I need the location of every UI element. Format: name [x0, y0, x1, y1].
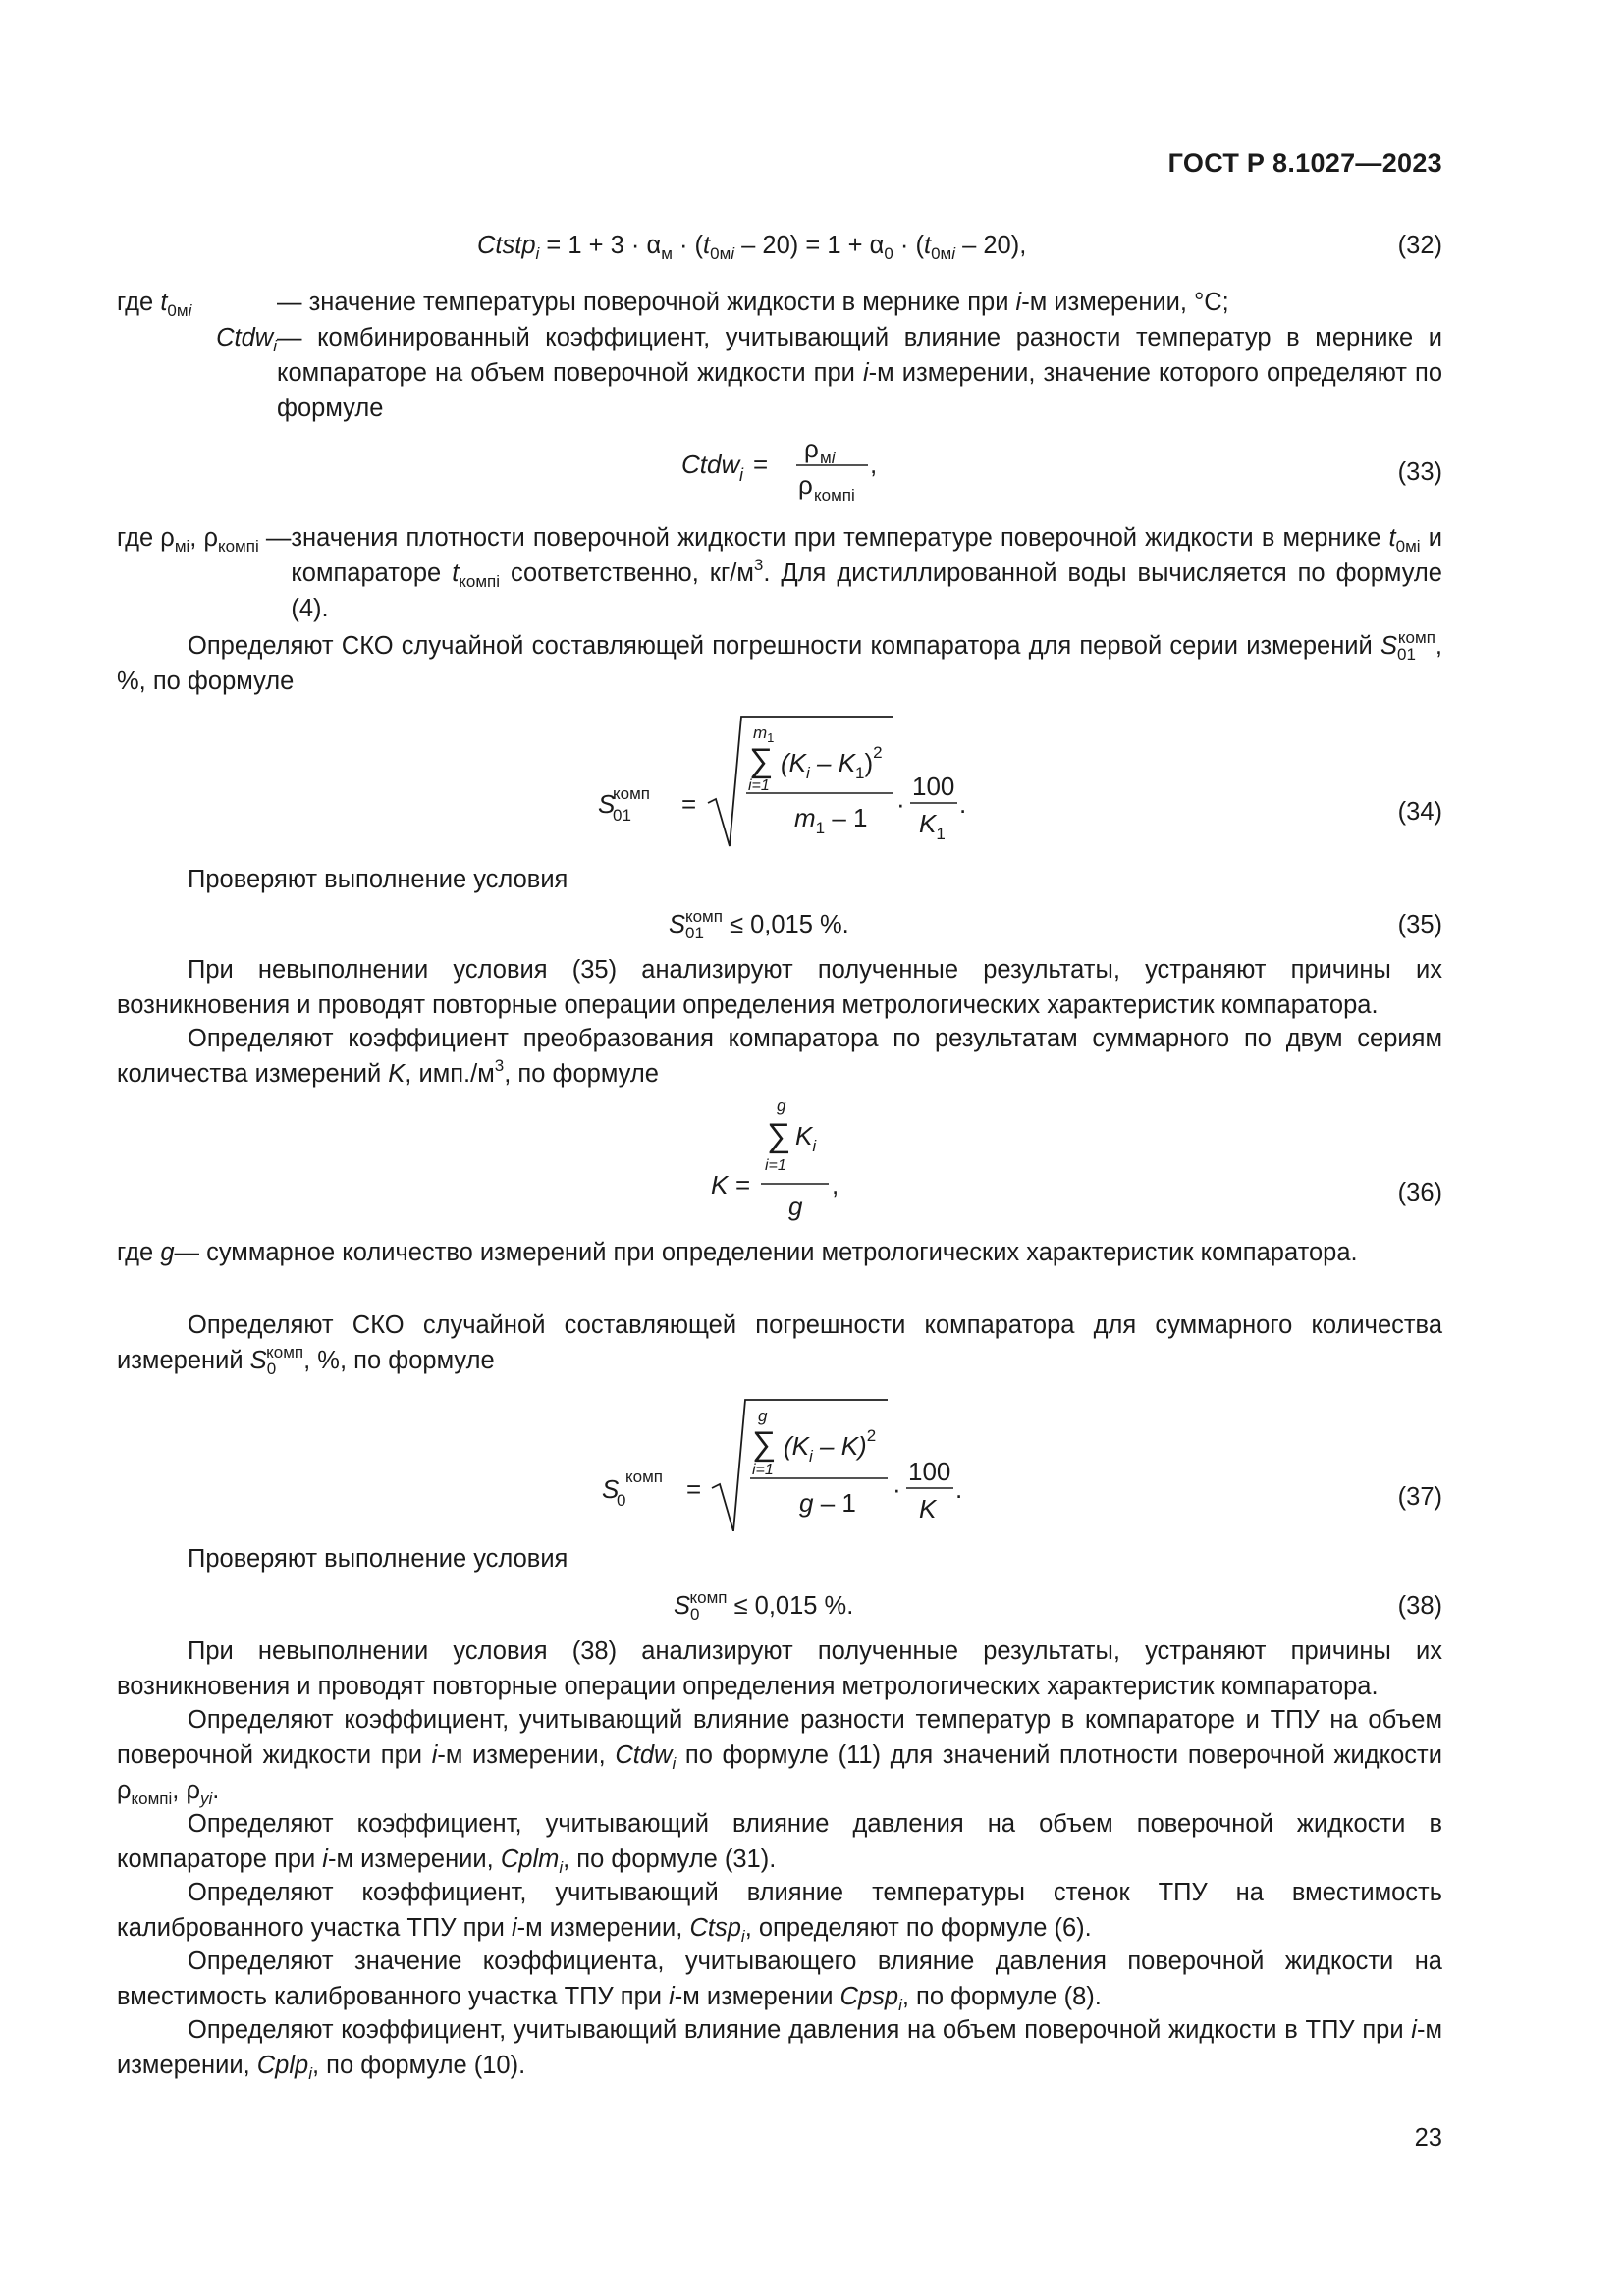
equation-33-number: (33): [1397, 458, 1442, 486]
where-row-ctdw: [117, 320, 1442, 426]
eq32-part1: = 1 + 3 · α: [539, 232, 662, 259]
eq32-t: t: [703, 232, 711, 259]
eq34-sum-sign: ∑: [749, 742, 774, 779]
equation-34-number: (34): [1397, 798, 1442, 826]
equation-35-body: $S_{01}^{комп} \le 0,015$ %.: [669, 907, 849, 942]
equation-37: [117, 1384, 1442, 1531]
paragraph-coefficient-k: Определяют коэффициент преобразования компаратора по результатам суммарного по двум сериям количества измерений K, $имп./м^3$, по формуле: [117, 1025, 1442, 1088]
eq36-term: $K_i$: [795, 1121, 817, 1155]
equation-32-number: (32): [1397, 232, 1442, 259]
eq34-num-expr: $(K_i - K_1)^2$: [781, 743, 883, 782]
eq33-den-sub: компi: [814, 486, 855, 505]
equation-35: [117, 903, 1442, 946]
eq34-dot: ·: [896, 789, 905, 819]
eq32-t2: t: [923, 232, 932, 259]
eq33-num-sub: мi: [820, 449, 836, 467]
eq33-equals: =: [753, 450, 769, 479]
eq33-lhs: Ctdw: [681, 450, 740, 479]
eq34-frac2-num: 100: [912, 772, 955, 801]
eq34-sum-bottom: i=1: [748, 777, 770, 794]
equation-36: [117, 1090, 1442, 1227]
eq34-sum-top: $m_1$: [753, 723, 775, 745]
eq32-part3: – 20) = 1 + α: [734, 232, 885, 259]
paragraph-cpsp: Определяют значение коэффициента, учитывающего влияние давления поверочной жидкости на вместимость калиброванного участка ТПУ при i-м измерении Cpsp$_i$, по формуле (8).: [117, 1948, 1442, 2014]
where-text-rho: значения плотности поверочной жидкости при температуре поверочной жидкости в мернике $t_{0мi}$ и компараторе $t_{компi}$ соответственно, $кг/м^3$. Для дистиллированной воды вычисляется по формуле (4).: [291, 524, 1442, 622]
where-block-1: [117, 285, 1442, 426]
equation-35-number: (35): [1397, 911, 1442, 938]
eq37-equals: =: [686, 1474, 702, 1504]
where-label-g: где g: [117, 1239, 175, 1266]
eq34-end: .: [959, 789, 967, 819]
eq32-t-sub-i: i: [731, 244, 735, 263]
where-text-g: — суммарное количество измерений при определении метрологических характеристик компаратора.: [174, 1239, 1358, 1266]
eq34-frac2-den: $K_1$: [919, 809, 946, 843]
eq32-t2-sub: 0м: [931, 244, 952, 263]
eq37-frac2-den: K: [919, 1494, 937, 1523]
eq32-lhs: Ctstp: [477, 232, 536, 259]
eq33-comma: ,: [870, 450, 878, 479]
eq36-den: g: [788, 1192, 803, 1221]
check-condition-1: Проверяют выполнение условия: [188, 866, 568, 893]
equation-38-body: $S_0^{комп} \le 0,015$ %.: [674, 1588, 854, 1624]
where-label-t0m: где $t_{0мi}$: [117, 289, 192, 320]
eq36-sum-top: g: [777, 1096, 786, 1115]
equation-34: [117, 709, 1442, 856]
equation-33-svg: [117, 432, 1442, 510]
equation-37-number: (37): [1397, 1483, 1442, 1511]
eq37-sum-bottom: i=1: [752, 1462, 774, 1478]
paragraph-fail-35: При невыполнении условия (35) анализируют полученные результаты, устраняют причины их возникновения и проводят повторные операции определения метрологических характеристик компаратора.: [117, 956, 1442, 1019]
where-text-t0m: — значение температуры поверочной жидкости в мернике при i-м измерении, °С;: [277, 289, 1229, 316]
eq33-den-rho: ρ: [798, 470, 813, 500]
eq37-frac2-num: 100: [908, 1457, 951, 1486]
eq32-part4: · (: [893, 232, 924, 259]
eq37-num-expr: $(K_i - K)^2$: [784, 1426, 877, 1466]
eq36-comma: ,: [832, 1170, 839, 1200]
eq32-t-sub: 0м: [710, 244, 731, 263]
equation-37-svg: [117, 1384, 1442, 1531]
where-text-ctdw: — комбинированный коэффициент, учитывающий влияние разности температур в мернике и компараторе на объем поверочной жидкости при i-м измерении, значение которого определяют по формуле: [277, 324, 1443, 422]
eq37-S: S: [602, 1474, 620, 1504]
paragraph-fail-38: При невыполнении условия (38) анализируют полученные результаты, устраняют причины их возникновения и проводят повторные операции определения метрологических характеристик компаратора.: [117, 1637, 1442, 1700]
eq36-K: K: [711, 1170, 729, 1200]
eq36-sum-sign: ∑: [767, 1117, 791, 1154]
eq37-sum-top: g: [758, 1407, 768, 1425]
paragraph-cplp: Определяют коэффициент, учитывающий влияние давления на объем поверочной жидкости в ТПУ при i-м измерении, Cplp$_i$, по формуле (10).: [117, 2016, 1442, 2083]
eq36-equals: =: [735, 1170, 751, 1200]
paragraph-sko-series1: Определяют СКО случайной составляющей погрешности компаратора для первой серии измерений $S_{01}^{комп}$, %, по формуле: [117, 628, 1442, 695]
equation-38: [117, 1584, 1442, 1628]
where-row-g: [117, 1235, 1442, 1270]
where-row-rho: [117, 520, 1442, 626]
eq37-end: .: [955, 1474, 963, 1504]
equation-32-body: [477, 228, 1026, 263]
eq32-part2: · (: [672, 232, 704, 259]
eq37-S-sub: 0: [617, 1491, 626, 1510]
paragraph-sko-total: Определяют СКО случайной составляющей погрешности компаратора для суммарного количества измерений $S_0^{комп}$, %, по формуле: [117, 1311, 1442, 1378]
eq32-part5: – 20),: [955, 232, 1027, 259]
eq37-sum-sign: ∑: [752, 1425, 777, 1463]
eq32-lhs-sub: i: [535, 244, 540, 263]
equation-36-svg: [117, 1090, 1442, 1227]
where-row-t0m: [117, 285, 1442, 320]
eq32-alpha-0-sub: 0: [884, 244, 893, 263]
paragraph-ctsp: Определяют коэффициент, учитывающий влияние температуры стенок ТПУ на вместимость калиброванного участка ТПУ при i-м измерении, Ctsp$_i$, определяют по формуле (6).: [117, 1879, 1442, 1946]
check-condition-2: Проверяют выполнение условия: [188, 1545, 568, 1573]
equation-33: [117, 432, 1442, 510]
eq37-dot: ·: [893, 1474, 901, 1504]
page-number: 23: [1414, 2124, 1442, 2152]
equation-32: [117, 228, 1442, 267]
eq33-num-rho: ρ: [804, 434, 819, 463]
eq34-S-sub: 01: [613, 806, 631, 825]
document-code-header: ГОСТ Р 8.1027—2023: [1167, 148, 1442, 178]
eq34-S-sup: комп: [613, 784, 650, 803]
paragraph-cplm: Определяют коэффициент, учитывающий влияние давления на объем поверочной жидкости в компараторе при i-м измерении, Cplm$_i$, по формуле (31).: [117, 1810, 1442, 1877]
eq34-den: $m_1 - 1$: [794, 803, 868, 837]
eq34-S: S: [598, 789, 616, 819]
equation-34-svg: [117, 709, 1442, 856]
equation-38-number: (38): [1397, 1592, 1442, 1620]
where-block-2: [117, 520, 1442, 626]
eq32-alpha-m-sub: м: [661, 244, 673, 263]
where-label-rho: где $\rho_{мi}$, $\rho_{компi}$ —: [117, 524, 292, 556]
paragraph-ctdw: Определяют коэффициент, учитывающий влияние разности температур в компараторе и ТПУ на объем поверочной жидкости при i-м измерении, Ctdw$_i$ по формуле (11) для значений плотности поверочной жидкости $\rho_{компi}$, $\rho_{yi}$.: [117, 1706, 1442, 1808]
where-block-3: [117, 1235, 1442, 1270]
eq33-lhs-sub: i: [739, 465, 743, 485]
eq32-t2-sub-i: i: [951, 244, 955, 263]
equation-36-number: (36): [1397, 1179, 1442, 1206]
eq34-equals: =: [681, 789, 697, 819]
eq37-den: g – 1: [799, 1488, 856, 1518]
where-label-ctdw: Ctdw$_i$: [216, 324, 277, 355]
eq37-S-sup: комп: [625, 1468, 663, 1486]
eq36-sum-bottom: i=1: [765, 1157, 786, 1174]
